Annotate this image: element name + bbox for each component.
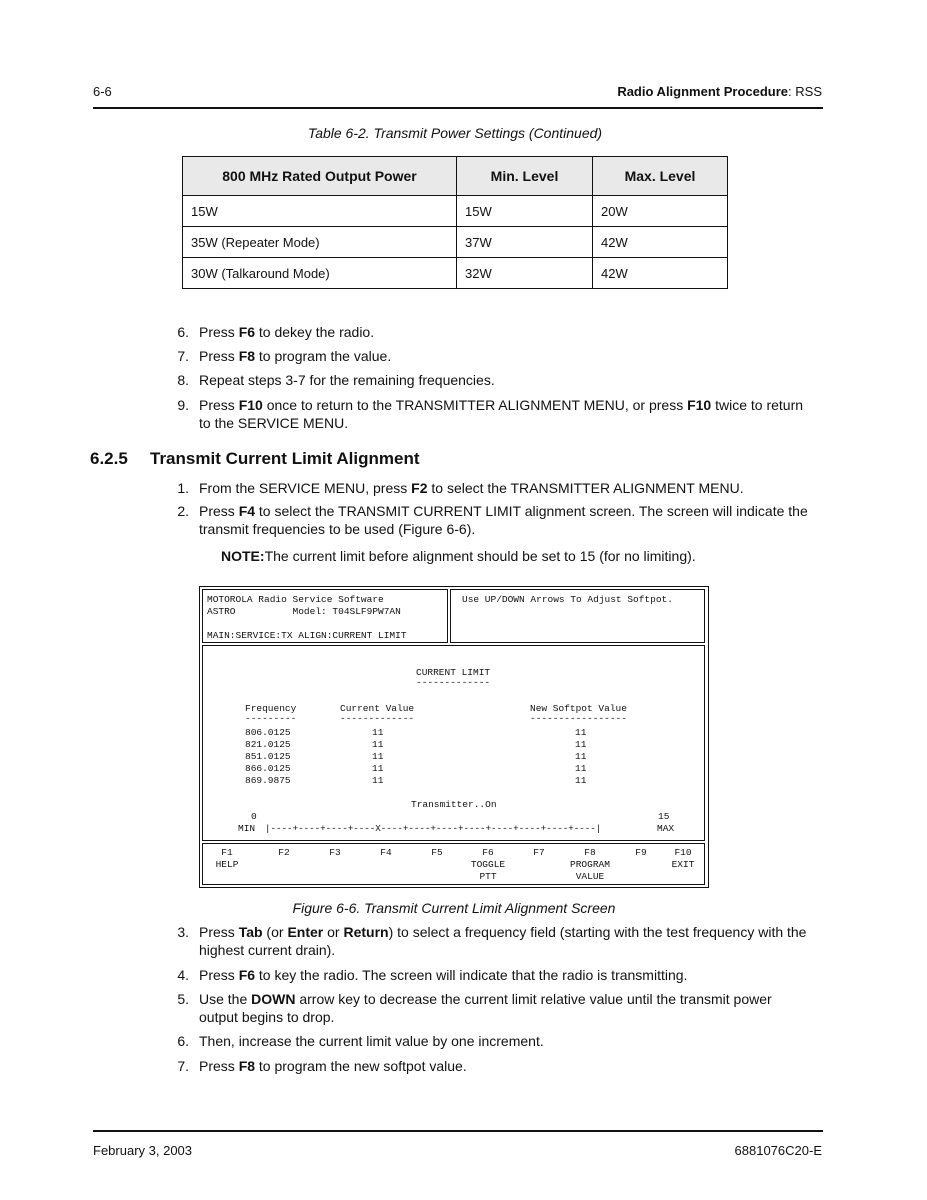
breadcrumb: MAIN:SERVICE:TX ALIGN:CURRENT LIMIT — [207, 630, 407, 641]
table-cell: 42W — [593, 227, 728, 258]
table-row — [183, 196, 728, 227]
current-value: 11 — [372, 739, 384, 750]
f5-key[interactable]: F5 — [431, 847, 443, 858]
step-text: Press F6 to key the radio. The screen will indicate that the radio is transmitting. — [199, 967, 688, 983]
frequency-field[interactable]: 869.9875 — [245, 775, 291, 786]
transmitter-status: Transmitter..On — [411, 799, 497, 810]
step-number: 6. — [177, 1033, 189, 1049]
f10-label: EXIT — [671, 859, 695, 870]
col-header-new-softpot: New Softpot Value — [530, 703, 627, 714]
step-text: Repeat steps 3-7 for the remaining frequencies. — [199, 372, 495, 388]
f8-key[interactable]: F8 — [584, 847, 596, 858]
f9-key[interactable]: F9 — [635, 847, 647, 858]
col-underline: ------------- — [340, 713, 415, 724]
scale-max-label: MAX — [657, 823, 675, 834]
new-softpot-value[interactable]: 11 — [575, 739, 587, 750]
softpot-scale[interactable]: |----+----+----+----X----+----+----+----+----+----+----+----| — [265, 823, 602, 834]
table-header-row — [183, 157, 728, 196]
table-cell: 37W — [457, 227, 593, 258]
f2-key[interactable]: F2 — [278, 847, 290, 858]
step-number: 3. — [177, 924, 189, 940]
rss-screen — [199, 586, 709, 888]
step-text: Press F8 to program the value. — [199, 348, 392, 364]
scale-min-value: 0 — [251, 811, 257, 822]
table-cell: 30W (Talkaround Mode) — [183, 258, 457, 289]
step-number: 2. — [177, 503, 189, 519]
col-underline: --------- — [245, 713, 297, 724]
col-header-current: Current Value — [340, 703, 415, 714]
section-heading — [90, 449, 420, 469]
new-softpot-value[interactable]: 11 — [575, 727, 587, 738]
f1-key[interactable]: F1 — [221, 847, 233, 858]
frequency-field[interactable]: 821.0125 — [245, 739, 291, 750]
table-header-cell: 800 MHz Rated Output Power — [183, 157, 457, 196]
f7-key[interactable]: F7 — [533, 847, 545, 858]
step-number: 1. — [177, 480, 189, 496]
f1-label: HELP — [215, 859, 239, 870]
f6-key[interactable]: F6 — [482, 847, 494, 858]
table-header-cell: Max. Level — [593, 157, 728, 196]
current-value: 11 — [372, 727, 384, 738]
step-text: Use the DOWN arrow key to decrease the current limit relative value until the transmit power output begins to drop. — [199, 991, 772, 1025]
step-number: 7. — [177, 348, 189, 364]
step-text: Press F6 to dekey the radio. — [199, 324, 375, 340]
step-number: 7. — [177, 1058, 189, 1074]
current-value: 11 — [372, 751, 384, 762]
step-text: Press F10 once to return to the TRANSMITTER ALIGNMENT MENU, or press F10 twice to return to the SERVICE MENU. — [199, 397, 804, 431]
f6-label: PTT — [479, 871, 497, 882]
table-cell: 42W — [593, 258, 728, 289]
step-text: From the SERVICE MENU, press F2 to select the TRANSMITTER ALIGNMENT MENU. — [199, 480, 744, 496]
screen-title-underline: ------------- — [416, 677, 491, 688]
table-row — [183, 258, 728, 289]
app-title: MOTOROLA Radio Service Software — [207, 594, 384, 605]
table-cell: 15W — [183, 196, 457, 227]
scale-max-value: 15 — [658, 811, 670, 822]
table-cell: 35W (Repeater Mode) — [183, 227, 457, 258]
model-line: ASTRO Model: T04SLF9PW7AN — [207, 606, 401, 617]
current-value: 11 — [372, 775, 384, 786]
current-value: 11 — [372, 763, 384, 774]
running-header — [617, 84, 822, 99]
note — [221, 548, 696, 564]
table-row — [183, 227, 728, 258]
function-key-bar — [202, 843, 705, 885]
note-label: NOTE: — [221, 548, 265, 564]
f8-label: VALUE — [575, 871, 605, 882]
section-title: Transmit Current Limit Alignment — [150, 449, 420, 468]
screen-title: CURRENT LIMIT — [416, 667, 491, 678]
running-header-bold: Radio Alignment Procedure — [617, 84, 789, 99]
table-cell: 15W — [457, 196, 593, 227]
figure-caption: Figure 6-6. Transmit Current Limit Alignment Screen — [292, 900, 616, 916]
col-underline: ----------------- — [530, 713, 627, 724]
running-header-rest: : RSS — [788, 84, 822, 99]
step-text: Press Tab (or Enter or Return) to select a frequency field (starting with the test frequency with the highest current drain). — [199, 924, 807, 958]
f10-key[interactable]: F10 — [674, 847, 692, 858]
info-box — [202, 589, 448, 643]
f6-label: TOGGLE — [470, 859, 506, 870]
step-number: 4. — [177, 967, 189, 983]
frequency-field[interactable]: 866.0125 — [245, 763, 291, 774]
f8-label: PROGRAM — [570, 859, 610, 870]
step-text: Press F4 to select the TRANSMIT CURRENT LIMIT alignment screen. The screen will indicate the transmit frequencies to be used (Figure 6-6). — [199, 503, 808, 537]
hint-text: Use UP/DOWN Arrows To Adjust Softpot. — [462, 594, 673, 605]
hint-box — [450, 589, 705, 643]
table-header-cell: Min. Level — [457, 157, 593, 196]
frequency-field[interactable]: 851.0125 — [245, 751, 291, 762]
new-softpot-value[interactable]: 11 — [575, 751, 587, 762]
step-number: 8. — [177, 372, 189, 388]
col-header-frequency: Frequency — [245, 703, 297, 714]
new-softpot-value[interactable]: 11 — [575, 763, 587, 774]
footer-doc-number: 6881076C20-E — [734, 1143, 822, 1158]
step-text: Press F8 to program the new softpot value. — [199, 1058, 467, 1074]
footer-rule — [93, 1130, 823, 1132]
power-settings-table — [182, 156, 728, 289]
scale-min-label: MIN — [238, 823, 256, 834]
f4-key[interactable]: F4 — [380, 847, 392, 858]
frequency-field[interactable]: 806.0125 — [245, 727, 291, 738]
f3-key[interactable]: F3 — [329, 847, 341, 858]
footer-date: February 3, 2003 — [93, 1143, 193, 1158]
table-cell: 20W — [593, 196, 728, 227]
section-number: 6.2.5 — [90, 449, 128, 468]
step-text: Then, increase the current limit value by one increment. — [199, 1033, 544, 1049]
step-number: 9. — [177, 397, 189, 413]
new-softpot-value[interactable]: 11 — [575, 775, 587, 786]
note-text: The current limit before alignment should be set to 15 (for no limiting). — [264, 548, 696, 564]
step-number: 6. — [177, 324, 189, 340]
main-panel — [202, 645, 705, 841]
page-number: 6-6 — [93, 84, 112, 99]
table-cell: 32W — [457, 258, 593, 289]
header-rule — [93, 107, 823, 109]
step-number: 5. — [177, 991, 189, 1007]
table-caption: Table 6-2. Transmit Power Settings (Continued) — [307, 125, 603, 141]
